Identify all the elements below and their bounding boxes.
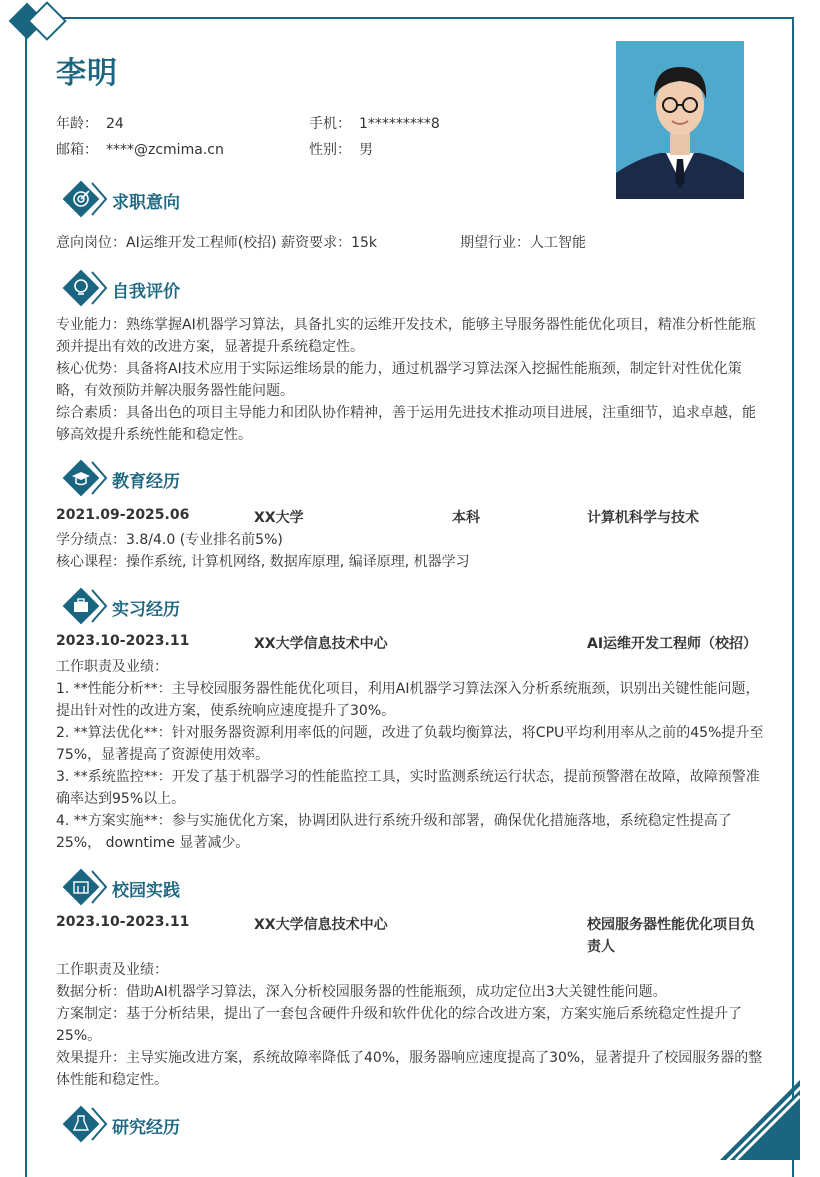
phone-label: 手机： — [309, 116, 351, 132]
age-value: 24 — [106, 116, 124, 132]
section-title-internship: 实习经历 — [112, 600, 180, 620]
education-period: 2021.09-2025.06 — [56, 507, 190, 523]
education-school: XX大学 — [254, 510, 304, 526]
intent-industry: 期望行业：人工智能 — [460, 235, 586, 251]
campus-duties-label: 工作职责及业绩： — [56, 962, 168, 978]
email-value: ****@zcmima.cn — [106, 142, 224, 158]
internship-item: 3. **系统监控**：开发了基于机器学习的性能监控工具，实时监测系统运行状态，提前预警潜在故障，故障预警准确率达到95%以上。 — [56, 769, 760, 807]
profile-photo — [616, 41, 744, 199]
section-title-intent: 求职意向 — [112, 193, 180, 213]
internship-duties-label: 工作职责及业绩： — [56, 659, 168, 675]
email-field — [56, 139, 224, 159]
email-label: 邮箱： — [56, 142, 98, 158]
section-title-education: 教育经历 — [112, 472, 180, 492]
education-row — [56, 507, 766, 529]
intent-position: 意向岗位：AI运维开发工程师(校招) 薪资要求：15k — [56, 235, 378, 251]
briefcase-icon — [58, 587, 108, 627]
target-icon — [58, 180, 108, 220]
internship-role: AI运维开发工程师（校招） — [587, 636, 758, 652]
corner-stripe-decoration — [720, 1080, 800, 1160]
education-details — [56, 529, 766, 573]
phone-field — [309, 113, 440, 133]
education-gpa: 学分绩点：3.8/4.0 (专业排名前5%) — [56, 532, 283, 548]
education-major: 计算机科学与技术 — [587, 510, 699, 526]
lightbulb-icon — [58, 269, 108, 309]
education-degree: 本科 — [452, 510, 480, 526]
flask-icon — [58, 1105, 108, 1145]
campus-period: 2023.10-2023.11 — [56, 914, 190, 930]
section-title-research: 研究经历 — [112, 1118, 180, 1138]
self-eval-item: 核心优势：具备将AI技术应用于实际运维场景的能力，通过机器学习算法深入挖掘性能瓶颈，制定针对性优化策略，有效预防并解决服务器性能问题。 — [56, 361, 742, 399]
campus-item: 效果提升：主导实施改进方案，系统故障率降低了40%，服务器响应速度提高了30%，显著提升了校园服务器的整体性能和稳定性。 — [56, 1050, 763, 1088]
corner-diamond-decoration — [0, 0, 90, 50]
internship-item: 4. **方案实施**：参与实施优化方案，协调团队进行系统升级和部署，确保优化措施落地，系统稳定性提高了25%， downtime 显著减少。 — [56, 813, 732, 851]
age-label: 年龄： — [56, 116, 98, 132]
internship-org: XX大学信息技术中心 — [254, 636, 388, 652]
gender-value: 男 — [359, 142, 373, 158]
internship-details — [56, 656, 766, 854]
phone-value: 1*********8 — [359, 116, 440, 132]
gender-field — [309, 139, 373, 159]
building-icon — [58, 868, 108, 908]
graduation-cap-icon — [58, 459, 108, 499]
section-title-campus: 校园实践 — [112, 881, 180, 901]
self-eval-item: 综合素质：具备出色的项目主导能力和团队协作精神，善于运用先进技术推动项目进展，注重细节，追求卓越，能够高效提升系统性能和稳定性。 — [56, 405, 756, 443]
campus-item: 数据分析：借助AI机器学习算法，深入分析校园服务器的性能瓶颈，成功定位出3大关键性能问题。 — [56, 984, 667, 1000]
internship-item: 2. **算法优化**：针对服务器资源利用率低的问题，改进了负载均衡算法，将CPU平均利用率从之前的45%提升至75%，显著提高了资源使用效率。 — [56, 725, 764, 763]
campus-role: 校园服务器性能优化项目负责人 — [587, 917, 755, 955]
internship-period: 2023.10-2023.11 — [56, 633, 190, 649]
internship-item: 1. **性能分析**：主导校园服务器性能优化项目，利用AI机器学习算法深入分析系统瓶颈，识别出关键性能问题，提出针对性的改进方案，使系统响应速度提升了30%。 — [56, 681, 760, 719]
campus-org: XX大学信息技术中心 — [254, 917, 388, 933]
campus-row — [56, 914, 766, 958]
self-evaluation-text — [56, 314, 766, 446]
internship-row — [56, 633, 766, 655]
self-eval-item: 专业能力：熟练掌握AI机器学习算法，具备扎实的运维开发技术，能够主导服务器性能优化项目，精准分析性能瓶颈并提出有效的改进方案，显著提升系统稳定性。 — [56, 317, 756, 355]
campus-item: 方案制定：基于分析结果，提出了一套包含硬件升级和软件优化的综合改进方案，方案实施后系统稳定性提升了25%。 — [56, 1006, 742, 1044]
section-title-self-evaluation: 自我评价 — [112, 282, 180, 302]
candidate-name: 李明 — [56, 56, 118, 91]
age-field — [56, 113, 124, 133]
education-courses: 核心课程：操作系统, 计算机网络, 数据库原理, 编译原理, 机器学习 — [56, 554, 470, 570]
campus-details — [56, 959, 766, 1091]
gender-label: 性别： — [309, 142, 351, 158]
